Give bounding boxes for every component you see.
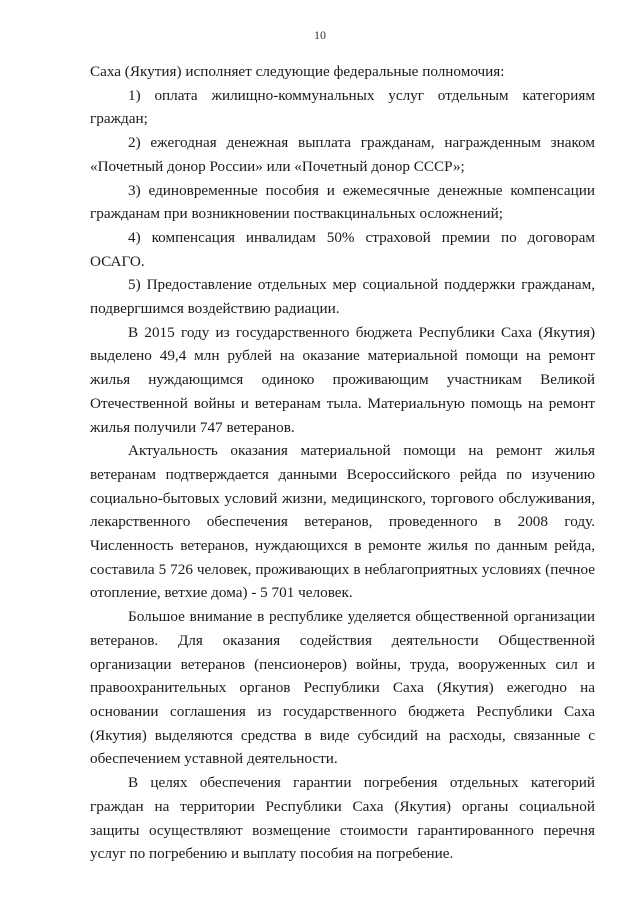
paragraph-intro: Саха (Якутия) исполняет следующие федеральные полномочия: [90,63,505,80]
paragraph-item-4: 4) компенсация инвалидам 50% страховой премии по договорам ОСАГО. [90,228,595,270]
paragraph-item-5: 5) Предоставление отдельных мер социальной поддержки гражданам, подвергшимся воздействию радиации. [90,276,595,318]
paragraph-item-3: 3) единовременные пособия и ежемесячные денежные компенсации гражданам при возникновении поствакцинальных осложнений; [90,181,595,223]
paragraph-item-2: 2) ежегодная денежная выплата гражданам, награжденным знаком «Почетный донор России» или «Почетный донор СССР»; [90,134,595,175]
page-number: 10 [314,28,326,42]
paragraph-burial-guarantee: В целях обеспечения гарантии погребения отдельных категорий граждан на территории Республики Саха (Якутия) органы социальной защиты осуществляют возмещение стоимости гарантированного перечня услуг по погребению и выплату пособия на погребение. [90,774,595,863]
paragraph-veterans-organization: Большое внимание в республике уделяется общественной организации ветеранов. Для оказания содействия деятельности Общественной организации ветеранов (пенсионеров) войны, труда, вооруженных сил и правоохранительных органов Республики Саха (Якутия) ежегодно на основании соглашения из государственного бюджета Республики Саха (Якутия) выделяются средства в виде субсидий на расходы, связанные с обеспечением уставной деятельности. [90,608,595,768]
body-text [90,60,595,866]
paragraph-item-1: 1) оплата жилищно-коммунальных услуг отдельным категориям граждан; [90,86,595,128]
paragraph-raid-survey: Актуальность оказания материальной помощи на ремонт жилья ветеранам подтверждается данными Всероссийского рейда по изучению социально-бытовых условий жизни, медицинского, торгового обслуживания, лекарственного обеспечения ветеранов, проведенного в 2008 году. Численность ветеранов, нуждающихся в ремонте жилья по данным рейда, составила 5 726 человек, проживающих в неблагоприятных условиях (печное отопление, ветхие дома) - 5 701 человек. [90,442,595,602]
paragraph-repair-aid-2015: В 2015 году из государственного бюджета Республики Саха (Якутия) выделено 49,4 млн рублей на оказание материальной помощи на ремонт жилья нуждающимся одиноко проживающим участникам Великой Отечественной войны и ветеранам тыла. Материальную помощь на ремонт жилья получили 747 ветеранов. [90,323,595,436]
